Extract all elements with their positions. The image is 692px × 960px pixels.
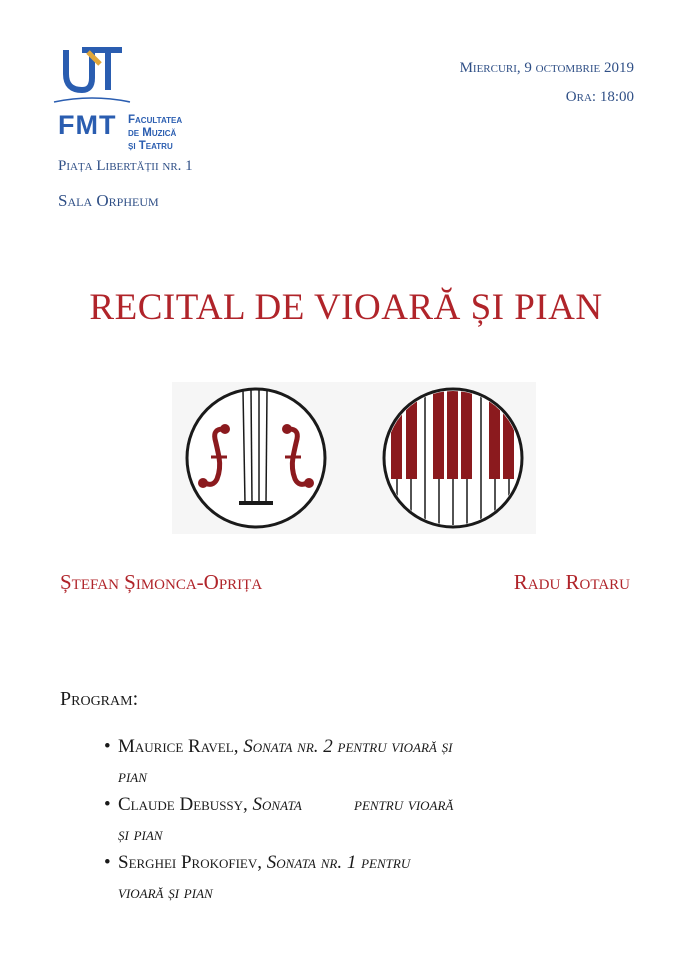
composer-name: Claude Debussy, <box>118 794 253 815</box>
pianist-name: Radu Rotaru <box>513 570 630 594</box>
faculty-name-line: Facultatea <box>128 114 183 126</box>
piano-keys-icon <box>380 385 526 531</box>
venue-address: Piața Libertății nr. 1 <box>58 158 193 174</box>
work-title-continued: vioară și pian <box>118 882 213 903</box>
work-title: Sonata nr. 1 pentru <box>266 852 411 873</box>
work-title: Sonata nr. 2 pentru vioară și <box>243 736 453 757</box>
bullet-icon: • <box>104 736 111 757</box>
event-time: Ora: 18:00 <box>565 89 634 105</box>
work-title: Sonata pentru vioară <box>252 794 454 815</box>
faculty-name-line: și Teatru <box>128 140 173 152</box>
event-date: Miercuri, 9 octombrie 2019 <box>459 60 634 76</box>
uvt-logo-icon <box>52 44 132 106</box>
venue-hall: Sala Orpheum <box>58 191 159 210</box>
faculty-abbreviation: FMT <box>58 110 117 140</box>
page-title: RECITAL DE VIOARĂ ȘI PIAN <box>89 287 603 328</box>
faculty-name-line: de Muzică <box>128 127 177 139</box>
work-title-continued: și pian <box>118 824 163 845</box>
bullet-icon: • <box>104 852 111 873</box>
composer-name: Serghei Prokofiev, <box>118 852 267 873</box>
composer-name: Maurice Ravel, <box>118 736 244 757</box>
bullet-icon: • <box>104 794 111 815</box>
violinist-name: Ștefan Șimonca-Oprița <box>60 570 263 594</box>
instruments-illustration <box>172 382 536 534</box>
program-heading: Program: <box>60 688 139 710</box>
work-title-continued: pian <box>118 766 147 787</box>
violin-icon <box>183 385 329 531</box>
faculty-name <box>128 114 182 153</box>
